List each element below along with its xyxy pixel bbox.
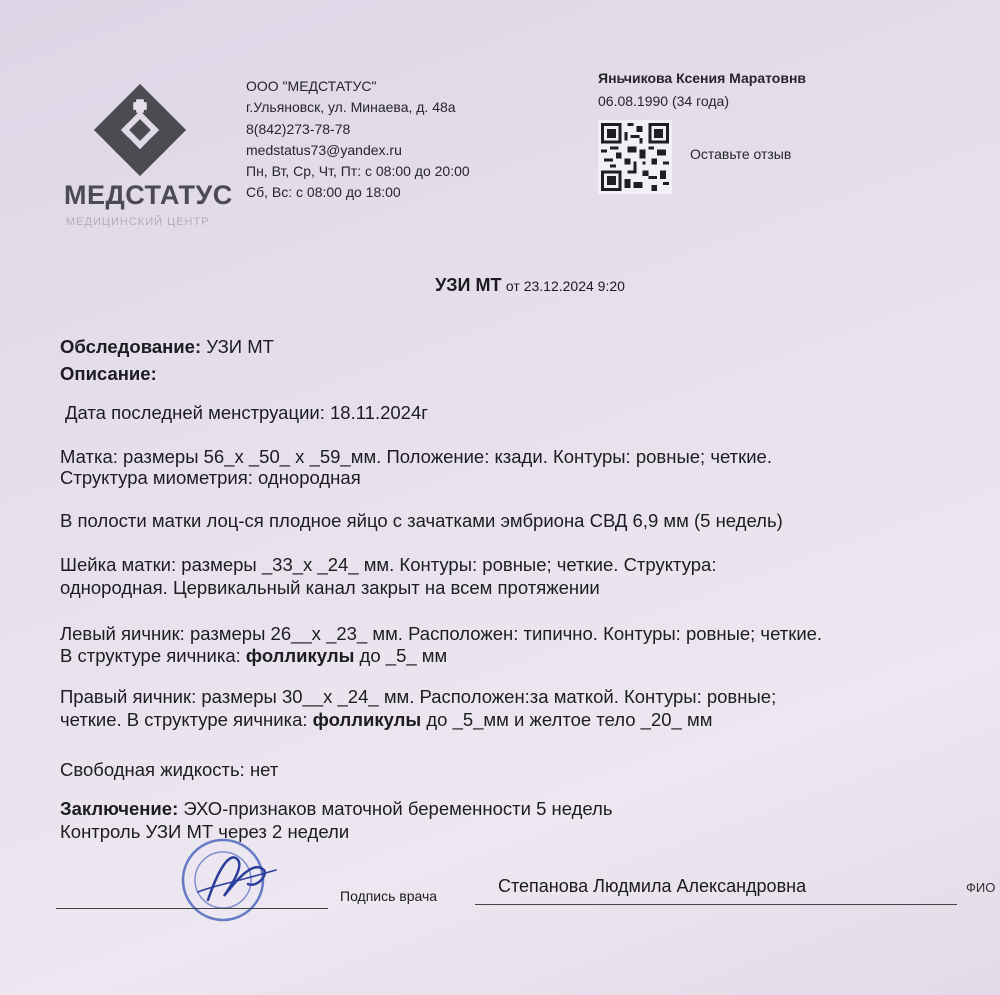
doctor-name: Степанова Людмила Александровна	[498, 876, 807, 896]
conclusion-value: ЭХО-признаков маточной беременности 5 недель	[178, 798, 613, 819]
free-fluid-line: Свободная жидкость: нет	[60, 759, 279, 780]
exam-value: УЗИ МТ	[206, 336, 274, 357]
report-title	[0, 275, 1000, 296]
uterus-line-2: Структура миометрия: однородная	[60, 467, 361, 488]
org-email: medstatus73@yandex.ru	[246, 141, 402, 158]
exam-line	[60, 336, 274, 358]
cervix-line-2: однородная. Цервикальный канал закрыт на всем протяжении	[60, 577, 600, 598]
doctor-stamp-icon	[168, 830, 288, 930]
report-title-text: УЗИ МТ	[435, 275, 502, 295]
signature-line	[56, 908, 328, 909]
review-link[interactable]: Оставьте отзыв	[690, 146, 792, 162]
org-name: ООО "МЕДСТАТУС"	[246, 78, 377, 94]
medstatus-logo-icon	[92, 82, 188, 178]
brand-subtitle: МЕДИЦИНСКИЙ ЦЕНТР	[66, 216, 210, 228]
cavity-line: В полости матки лоц-ся плодное яйцо с зачатками эмбриона СВД 6,9 мм (5 недель)	[60, 510, 783, 531]
qr-code-icon	[598, 120, 672, 194]
org-hours-weekdays: Пн, Вт, Ср, Чт, Пт: с 08:00 до 20:00	[246, 163, 470, 180]
patient-name: Яньчикова Ксения Маратовнв	[598, 70, 807, 86]
org-hours-weekend: Сб, Вс: с 08:00 до 18:00	[246, 184, 401, 201]
report-date: от 23.12.2024 9:20	[505, 278, 625, 294]
cervix-line-1: Шейка матки: размеры _33_х _24_ мм. Контуры: ровные; четкие. Структура:	[60, 554, 717, 575]
doctor-name-line	[475, 904, 957, 905]
left-ovary-line-1: Левый яичник: размеры 26__х _23_ мм. Расположен: типично. Контуры: ровные; четкие.	[60, 623, 823, 644]
description-label: Описание:	[60, 363, 157, 384]
conclusion-label: Заключение:	[60, 798, 179, 819]
fio-label: ФИО	[966, 880, 996, 895]
control-line: Контроль УЗИ МТ через 2 недели	[60, 821, 350, 842]
right-ovary-line-1: Правый яичник: размеры 30__х _24_ мм. Расположен:за маткой. Контуры: ровные;	[60, 686, 777, 707]
conclusion-line	[60, 798, 613, 820]
organization-info	[246, 76, 470, 204]
patient-dob: 06.08.1990 (34 года)	[598, 93, 729, 109]
org-phone: 8(842)273-78-78	[246, 120, 351, 137]
uterus-line-1: Матка: размеры 56_х _50_ х _59_мм. Положение: кзади. Контуры: ровные; четкие.	[60, 446, 772, 467]
lmp-line: Дата последней менструации: 18.11.2024г	[65, 402, 428, 423]
right-ovary-line-2: четкие. В структуре яичника: фолликулы до _5_мм и желтое тело _20_ мм	[60, 709, 713, 730]
exam-label: Обследование:	[60, 336, 202, 357]
signature-label: Подпись врача	[340, 888, 438, 904]
org-address: г.Ульяновск, ул. Минаева, д. 48а	[246, 99, 456, 116]
left-ovary-line-2: В структуре яичника: фолликулы до _5_ мм	[60, 645, 448, 666]
brand-name: МЕДСТАТУС	[64, 180, 233, 210]
